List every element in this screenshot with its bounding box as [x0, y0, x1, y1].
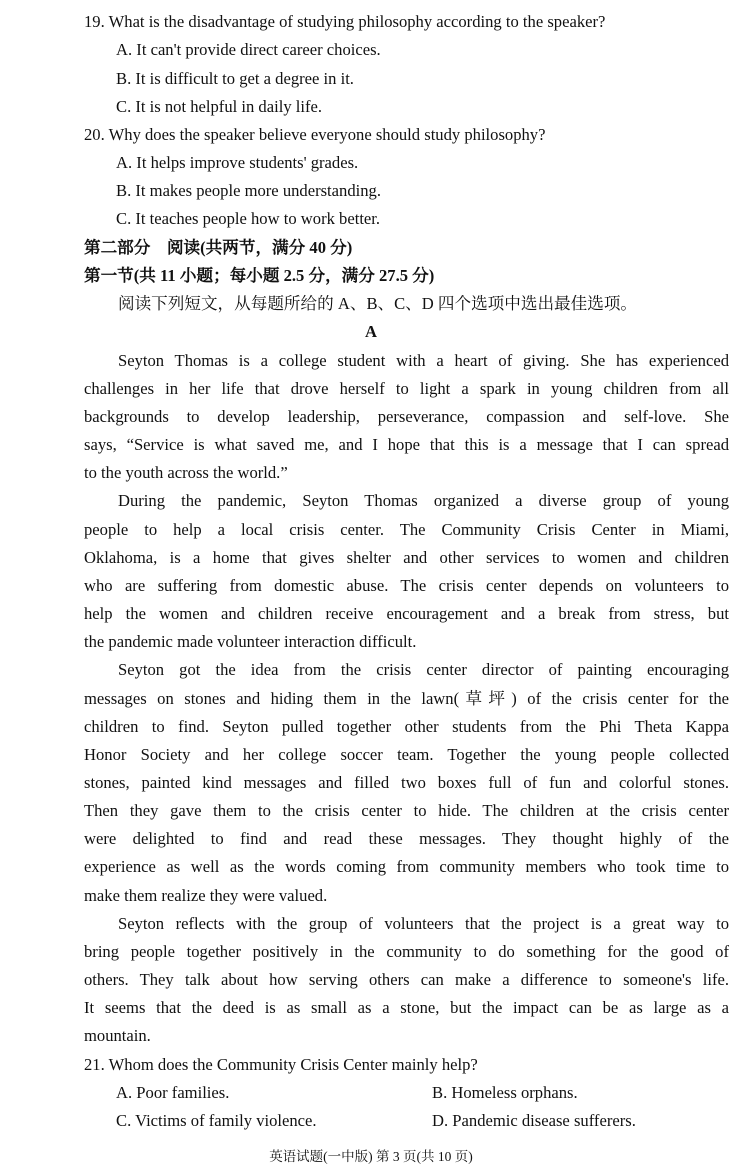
passage-line: challenges in her life that drove herself to light a spark in young children from all — [84, 379, 729, 398]
option-21-b: B. Homeless orphans. — [432, 1083, 578, 1102]
passage-line: During the pandemic, Seyton Thomas organized a diverse group of young — [118, 491, 729, 510]
question-20-stem — [84, 125, 545, 145]
passage-line: Then they gave them to the crisis center to hide. The children at the crisis center — [84, 801, 729, 820]
question-number: 21. — [84, 1055, 105, 1074]
passage-line: Seyton Thomas is a college student with a heart of giving. She has experienced — [118, 351, 729, 370]
passage-label: A — [365, 322, 377, 341]
question-text: Whom does the Community Crisis Center mainly help? — [108, 1055, 478, 1074]
option-19-b: B. It is difficult to get a degree in it. — [116, 69, 354, 88]
option-20-a: A. It helps improve students' grades. — [116, 153, 359, 172]
passage-line: Seyton reflects with the group of volunteers that the project is a great way to — [118, 914, 729, 933]
option-19-a: A. It can't provide direct career choices. — [116, 40, 381, 59]
passage-line: make them realize they were valued. — [84, 886, 328, 905]
passage-line: stones, painted kind messages and filled two boxes full of fun and colorful stones. — [84, 773, 729, 792]
passage-line: the pandemic made volunteer interaction difficult. — [84, 632, 417, 651]
passage-line: people to help a local crisis center. The Community Crisis Center in Miami, — [84, 520, 729, 539]
passage-line: says, “Service is what saved me, and I hope that this is a message that I can spread — [84, 435, 729, 454]
passage-line: who are suffering from domestic abuse. The crisis center depends on volunteers to — [84, 576, 729, 595]
passage-line: children to find. Seyton pulled together other students from the Phi Theta Kappa — [84, 717, 729, 736]
page-footer: 英语试题(一中版) 第 3 页(共 10 页) — [269, 1149, 473, 1164]
passage-line: others. They talk about how serving others can make a difference to someone's life. — [84, 970, 729, 989]
passage-line: bring people together positively in the community to do something for the good of — [84, 942, 729, 961]
question-number: 19. — [84, 12, 105, 31]
part-heading: 第二部分 阅读(共两节，满分 40 分) — [84, 238, 353, 257]
passage-line: Oklahoma, is a home that gives shelter and other services to women and children — [84, 548, 729, 567]
question-number: 20. — [84, 125, 105, 144]
question-21-stem — [84, 1055, 478, 1075]
option-21-a: A. Poor families. — [116, 1083, 230, 1102]
option-21-d: D. Pandemic disease sufferers. — [432, 1111, 636, 1130]
passage-line: to the youth across the world.” — [84, 463, 288, 482]
question-text: Why does the speaker believe everyone should study philosophy? — [108, 125, 546, 144]
passage-line: experience as well as the words coming from community members who took time to — [84, 857, 729, 876]
question-19-stem — [84, 12, 605, 32]
subsection-heading: 第一节(共 11 小题；每小题 2.5 分，满分 27.5 分) — [84, 266, 435, 285]
passage-line: It seems that the deed is as small as a stone, but the impact can be as large as a — [84, 998, 729, 1017]
passage-line: mountain. — [84, 1026, 151, 1045]
question-text: What is the disadvantage of studying philosophy according to the speaker? — [108, 12, 606, 31]
option-20-c: C. It teaches people how to work better. — [116, 209, 381, 228]
instruction-text: 阅读下列短文，从每题所给的 A、B、C、D 四个选项中选出最佳选项。 — [118, 294, 638, 313]
passage-line: backgrounds to develop leadership, perseverance, compassion and self-love. She — [84, 407, 729, 426]
passage-line: Seyton got the idea from the crisis center director of painting encouraging — [118, 660, 729, 679]
passage-line: help the women and children receive encouragement and a break from stress, but — [84, 604, 729, 623]
option-21-c: C. Victims of family violence. — [116, 1111, 317, 1130]
passage-line: messages on stones and hiding them in the lawn(草坪) of the crisis center for the — [84, 689, 729, 708]
option-20-b: B. It makes people more understanding. — [116, 181, 381, 200]
option-19-c: C. It is not helpful in daily life. — [116, 97, 323, 116]
passage-line: were delighted to find and read these messages. They thought highly of the — [84, 829, 729, 848]
passage-line: Honor Society and her college soccer team. Together the young people collected — [84, 745, 729, 764]
